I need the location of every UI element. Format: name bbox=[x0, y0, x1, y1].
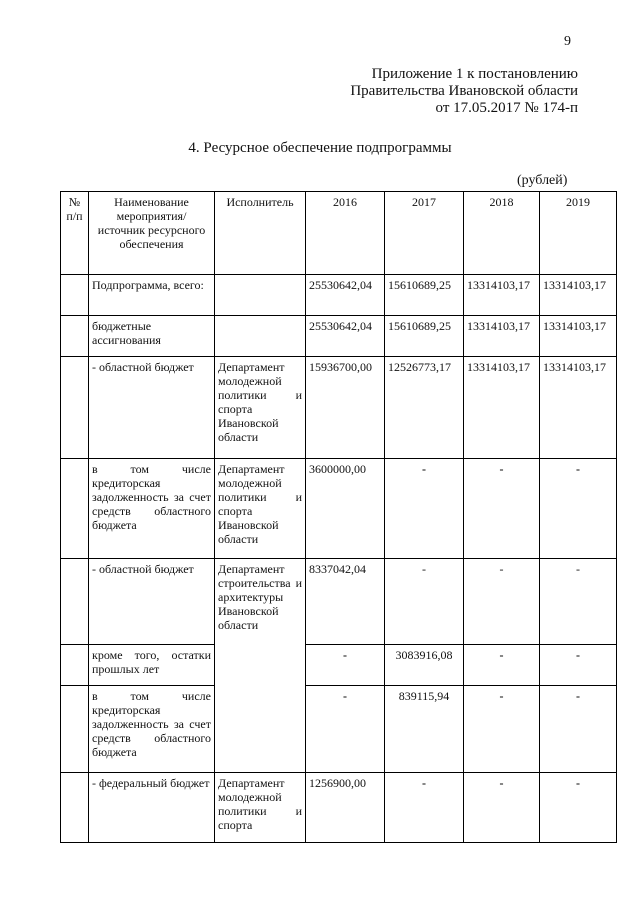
cell-executor bbox=[215, 275, 306, 316]
cell-no bbox=[61, 275, 89, 316]
cell-2018: 13314103,17 bbox=[464, 275, 540, 316]
cell-name: в том числе кредиторская задолженность за счет средств областного бюджета bbox=[89, 459, 215, 559]
cell-2019: - bbox=[540, 559, 617, 645]
cell-2017: 839115,94 bbox=[385, 686, 464, 773]
table-row bbox=[61, 459, 617, 559]
cell-2018: - bbox=[464, 459, 540, 559]
cell-executor bbox=[215, 686, 306, 773]
cell-2017: 15610689,25 bbox=[385, 275, 464, 316]
header-executor: Исполнитель bbox=[215, 192, 306, 275]
table-row bbox=[61, 275, 617, 316]
cell-no bbox=[61, 559, 89, 645]
cell-no bbox=[61, 459, 89, 559]
cell-2017: 12526773,17 bbox=[385, 357, 464, 459]
cell-2017: 15610689,25 bbox=[385, 316, 464, 357]
table-row bbox=[61, 316, 617, 357]
cell-2016: 1256900,00 bbox=[306, 773, 385, 843]
cell-no bbox=[61, 357, 89, 459]
cell-2016: 15936700,00 bbox=[306, 357, 385, 459]
table-row bbox=[61, 357, 617, 459]
resource-table bbox=[60, 191, 617, 843]
cell-no bbox=[61, 686, 89, 773]
cell-executor: Департамент строительства и архитектуры Ивановской области bbox=[215, 559, 306, 645]
cell-2019: - bbox=[540, 773, 617, 843]
cell-name: - областной бюджет bbox=[89, 559, 215, 645]
appendix-line-3: от 17.05.2017 № 174-п bbox=[435, 100, 578, 116]
header-2019: 2019 bbox=[540, 192, 617, 275]
cell-no bbox=[61, 773, 89, 843]
cell-name: Подпрограмма, всего: bbox=[89, 275, 215, 316]
appendix-line-1: Приложение 1 к постановлению bbox=[371, 66, 578, 82]
cell-name: бюджетные ассигнования bbox=[89, 316, 215, 357]
cell-2019: 13314103,17 bbox=[540, 316, 617, 357]
page-number: 9 bbox=[564, 34, 571, 49]
table-row bbox=[61, 645, 617, 686]
cell-2016: 8337042,04 bbox=[306, 559, 385, 645]
section-title: 4. Ресурсное обеспечение подпрограммы bbox=[188, 140, 452, 156]
header-2016: 2016 bbox=[306, 192, 385, 275]
cell-executor: Департамент молодежной политики и спорта Ивановской области bbox=[215, 459, 306, 559]
header-2018: 2018 bbox=[464, 192, 540, 275]
appendix-block bbox=[350, 66, 578, 117]
cell-name: кроме того, остатки прошлых лет bbox=[89, 645, 215, 686]
cell-2019: 13314103,17 bbox=[540, 275, 617, 316]
cell-executor: Департамент молодежной политики и спорта bbox=[215, 773, 306, 843]
cell-2019: - bbox=[540, 686, 617, 773]
table-row bbox=[61, 773, 617, 843]
cell-2018: - bbox=[464, 686, 540, 773]
cell-2018: - bbox=[464, 559, 540, 645]
header-no: № п/п bbox=[61, 192, 89, 275]
cell-2016: 25530642,04 bbox=[306, 316, 385, 357]
appendix-line-2: Правительства Ивановской области bbox=[350, 83, 578, 99]
cell-2016: 25530642,04 bbox=[306, 275, 385, 316]
cell-2017: - bbox=[385, 459, 464, 559]
header-name: Наименование мероприятия/ источник ресурсного обеспечения bbox=[89, 192, 215, 275]
cell-2019: - bbox=[540, 459, 617, 559]
table-row bbox=[61, 686, 617, 773]
cell-name: - областной бюджет bbox=[89, 357, 215, 459]
cell-2017: - bbox=[385, 559, 464, 645]
cell-executor bbox=[215, 316, 306, 357]
cell-no bbox=[61, 645, 89, 686]
cell-2018: - bbox=[464, 773, 540, 843]
cell-executor: Департамент молодежной политики и спорта Ивановской области bbox=[215, 357, 306, 459]
cell-2017: - bbox=[385, 773, 464, 843]
cell-2018: 13314103,17 bbox=[464, 357, 540, 459]
header-2017: 2017 bbox=[385, 192, 464, 275]
cell-2016: 3600000,00 bbox=[306, 459, 385, 559]
cell-2019: - bbox=[540, 645, 617, 686]
table-header-row bbox=[61, 192, 617, 275]
table-row bbox=[61, 559, 617, 645]
cell-2018: - bbox=[464, 645, 540, 686]
cell-name: - федеральный бюджет bbox=[89, 773, 215, 843]
cell-executor bbox=[215, 645, 306, 686]
cell-2016: - bbox=[306, 645, 385, 686]
cell-2018: 13314103,17 bbox=[464, 316, 540, 357]
cell-2019: 13314103,17 bbox=[540, 357, 617, 459]
cell-2017: 3083916,08 bbox=[385, 645, 464, 686]
units-label: (рублей) bbox=[517, 173, 568, 188]
cell-2016: - bbox=[306, 686, 385, 773]
cell-name: в том числе кредиторская задолженность за счет средств областного бюджета bbox=[89, 686, 215, 773]
cell-no bbox=[61, 316, 89, 357]
